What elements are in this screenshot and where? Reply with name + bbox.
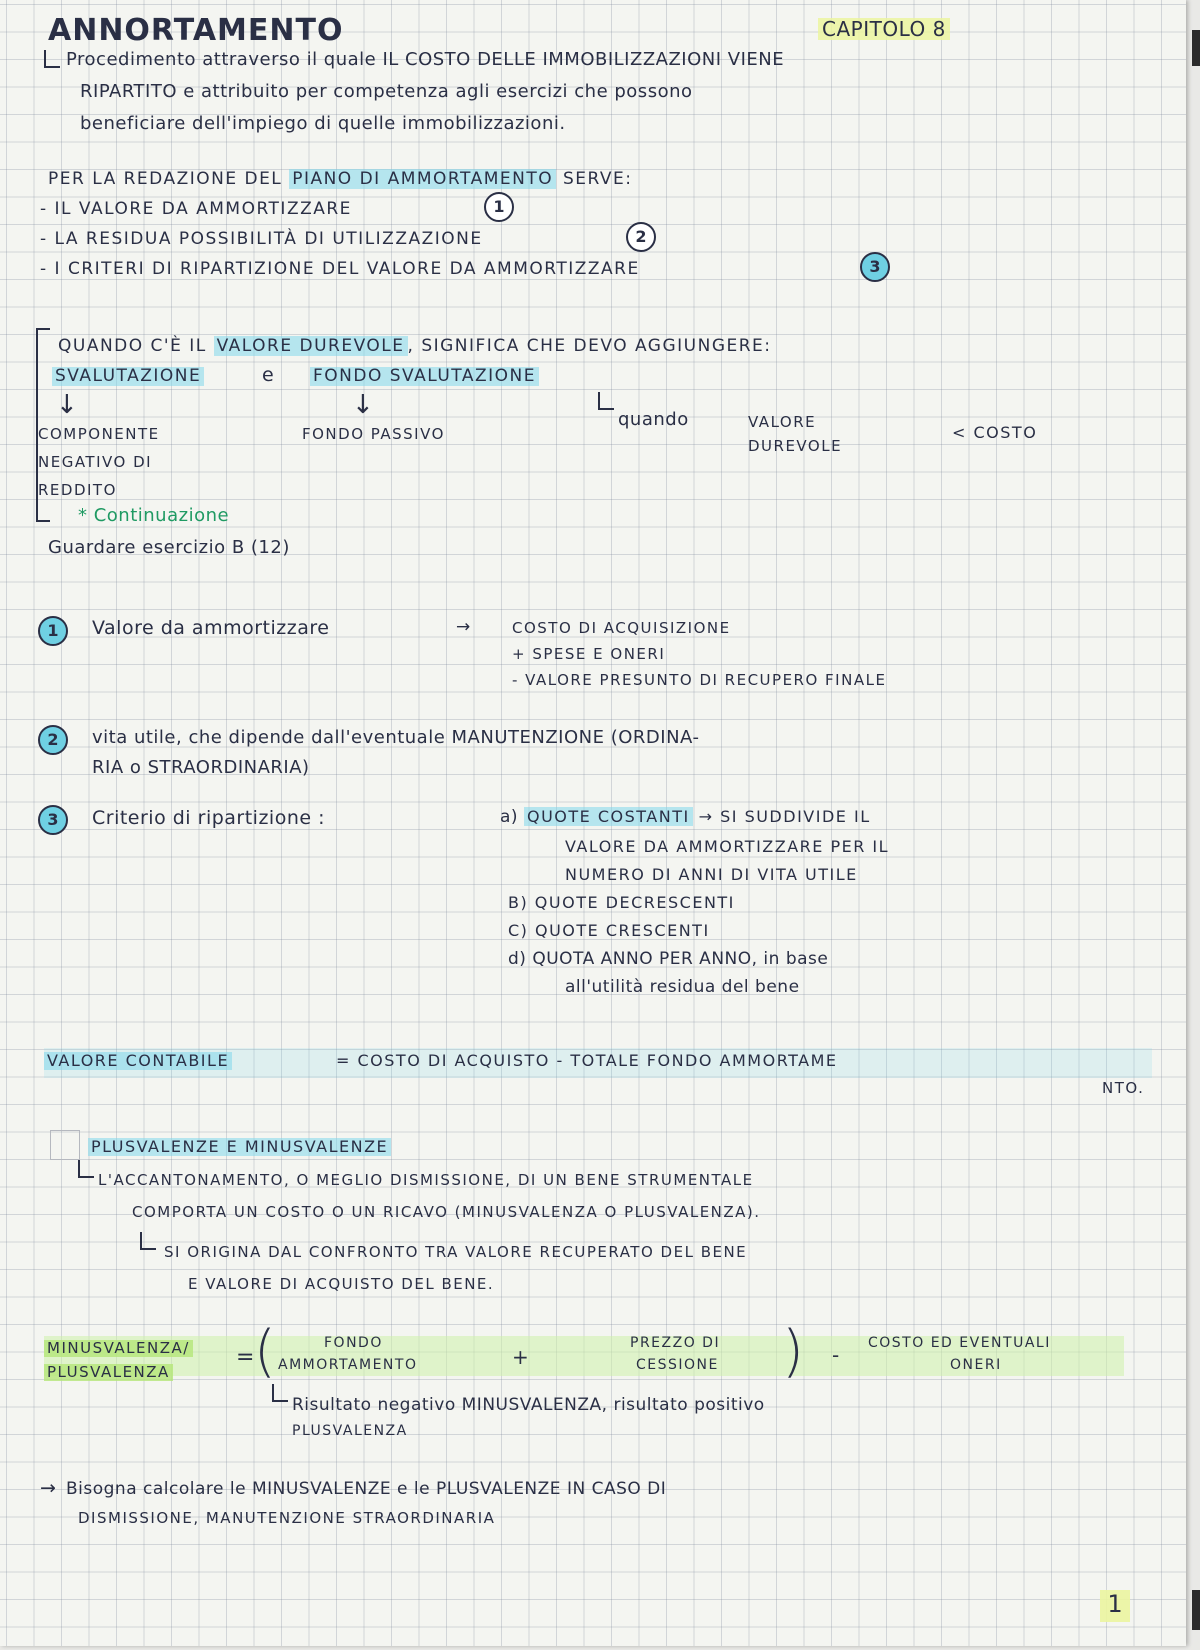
final-arrow-icon: → (40, 1477, 57, 1499)
piano-heading-post: SERVE: (556, 169, 633, 189)
formula-term-2-a: PREZZO DI (630, 1335, 721, 1351)
final-line-1: Bisogna calcolare le MINUSVALENZE e le PLUSVALENZE IN CASO DI (66, 1479, 667, 1499)
formula-term-1-a: FONDO (324, 1335, 383, 1351)
formula-lhs-line-1: MINUSVALENZA/ (44, 1340, 193, 1357)
term-svalutazione: SVALUTAZIONE (52, 367, 204, 386)
criterion-d-line-2: all'utilità residua del bene (565, 977, 800, 997)
criterion-b: B) QUOTE DECRESCENTI (508, 893, 735, 912)
arrow-down-icon: ↓ (56, 390, 78, 420)
hook-arrow-icon-3 (78, 1160, 94, 1178)
circled-number-1: 1 (484, 192, 514, 222)
hook-arrow-icon-2 (598, 392, 614, 410)
intro-line-1: Procedimento attraverso il quale IL COSTO DELLE IMMOBILIZZAZIONI VIENE (66, 49, 785, 70)
continuazione-note: * Continuazione (78, 505, 230, 526)
point2-line-2: RIA o STRAORDINARIA) (92, 757, 310, 778)
svalutazione-line-1 (58, 337, 772, 356)
condition-costo: < COSTO (952, 423, 1038, 442)
formula-open-paren: ( (254, 1319, 276, 1384)
condition-valore: VALORE (748, 413, 817, 431)
chapter-label: CAPITOLO 8 (818, 18, 950, 40)
criterion-c: C) QUOTE CRESCENTI (508, 921, 710, 940)
criterion-a-line-3: NUMERO DI ANNI DI VITA UTILE (565, 865, 858, 884)
piano-heading-pre: PER LA REDAZIONE DEL (48, 169, 290, 189)
hook-arrow-icon (44, 50, 60, 68)
valore-contabile-formula: = COSTO DI ACQUISTO - TOTALE FONDO AMMORTAME (336, 1051, 838, 1070)
term-conjunction: e (262, 364, 275, 386)
hook-arrow-icon-4 (140, 1232, 156, 1250)
formula-close-paren: ) (782, 1319, 804, 1384)
criterion-a (500, 808, 871, 827)
point1-costo: COSTO DI ACQUISIZIONE (512, 619, 731, 637)
criterion-d-line-1: d) QUOTA ANNO PER ANNO, in base (508, 949, 829, 969)
circled-number-3-section: 3 (38, 805, 68, 835)
intro-line-2: RIPARTITO e attribuito per competenza agli esercizi che possono (80, 81, 693, 102)
condition-quando: quando (618, 409, 689, 430)
esercizio-reference: Guardare esercizio B (12) (48, 537, 290, 558)
checkbox-square (50, 1130, 80, 1160)
piano-item-1: - IL VALORE DA AMMORTIZZARE (40, 199, 352, 219)
final-line-2: DISMISSIONE, MANUTENZIONE STRAORDINARIA (78, 1509, 496, 1527)
formula-equals: = (236, 1345, 255, 1370)
formula-term-3-a: COSTO ED EVENTUALI (868, 1335, 1051, 1351)
piano-heading-highlight: PIANO DI AMMORTAMENTO (289, 169, 556, 189)
binder-ring (1192, 1590, 1200, 1630)
svalutazione-desc-line-3: REDDITO (38, 481, 117, 499)
plusvalenze-line-1: L'ACCANTONAMENTO, O MEGLIO DISMISSIONE, DI UN BENE STRUMENTALE (98, 1171, 754, 1189)
point1-label: Valore da ammortizzare (92, 617, 330, 639)
criterion-a-letter: a) (500, 807, 519, 827)
plusvalenze-line-2: COMPORTA UN COSTO O UN RICAVO (MINUSVALENZA O PLUSVALENZA). (132, 1203, 761, 1221)
svalutazione-line-1-pre: QUANDO C'È IL (58, 336, 214, 356)
plusvalenze-line-4: E VALORE DI ACQUISTO DEL BENE. (188, 1275, 495, 1293)
formula-term-3-b: ONERI (950, 1357, 1002, 1373)
formula-result-line-1: Risultato negativo MINUSVALENZA, risultato positivo (292, 1395, 765, 1415)
quote-costanti-highlight: QUOTE COSTANTI (524, 807, 693, 826)
hook-arrow-icon-5 (272, 1384, 288, 1402)
piano-item-2: - LA RESIDUA POSSIBILITÀ DI UTILIZZAZIONE (40, 229, 483, 249)
svalutazione-desc-line-2: NEGATIVO DI (38, 453, 153, 471)
circled-number-2: 2 (626, 222, 656, 252)
formula-minus: - (832, 1343, 840, 1367)
svalutazione-line-1-post: , SIGNIFICA CHE DEVO AGGIUNGERE: (407, 336, 772, 356)
point2-line-1: vita utile, che dipende dall'eventuale MANUTENZIONE (ORDINA- (92, 727, 700, 748)
fondo-svalutazione-desc: FONDO PASSIVO (302, 425, 445, 443)
page-title: ANNORTAMENTO (48, 13, 344, 48)
page-number: 1 (1100, 1590, 1130, 1622)
binder-ring (1192, 30, 1200, 66)
circled-number-3: 3 (860, 252, 890, 282)
point1-valore-presunto: - VALORE PRESUNTO DI RECUPERO FINALE (512, 671, 887, 689)
formula-term-2-b: CESSIONE (636, 1357, 719, 1373)
piano-heading (48, 170, 633, 189)
arrow-down-icon-2: ↓ (352, 390, 374, 420)
valore-contabile-highlight: VALORE CONTABILE (44, 1052, 232, 1070)
point1-spese: + SPESE E ONERI (512, 645, 666, 663)
plusvalenze-line-3: SI ORIGINA DAL CONFRONTO TRA VALORE RECUPERATO DEL BENE (164, 1243, 748, 1261)
valore-contabile-formula-cont: NTO. (1102, 1079, 1145, 1097)
term-fondo-svalutazione: FONDO SVALUTAZIONE (310, 367, 539, 386)
formula-result-line-2: PLUSVALENZA (292, 1423, 408, 1439)
piano-item-3: - I CRITERI DI RIPARTIZIONE DEL VALORE DA AMMORTIZZARE (40, 259, 640, 279)
point1-arrow-icon: → (456, 617, 472, 637)
svalutazione-desc-line-1: COMPONENTE (38, 425, 160, 443)
criterion-a-post: → SI SUDDIVIDE IL (698, 807, 871, 826)
formula-lhs-line-2: PLUSVALENZA (44, 1364, 173, 1381)
intro-line-3: beneficiare dell'impiego di quelle immobilizzazioni. (80, 113, 566, 134)
circled-number-2-section: 2 (38, 725, 68, 755)
condition-durevole: DUREVOLE (748, 437, 843, 455)
plusvalenze-heading: PLUSVALENZE E MINUSVALENZE (88, 1138, 391, 1156)
formula-term-1-b: AMMORTAMENTO (278, 1357, 418, 1373)
point3-label: Criterio di ripartizione : (92, 807, 326, 829)
circled-number-1-section: 1 (38, 616, 68, 646)
criterion-a-line-2: VALORE DA AMMORTIZZARE PER IL (565, 837, 890, 856)
valore-durevole-highlight: VALORE DUREVOLE (214, 336, 408, 356)
formula-plus: + (512, 1345, 530, 1369)
